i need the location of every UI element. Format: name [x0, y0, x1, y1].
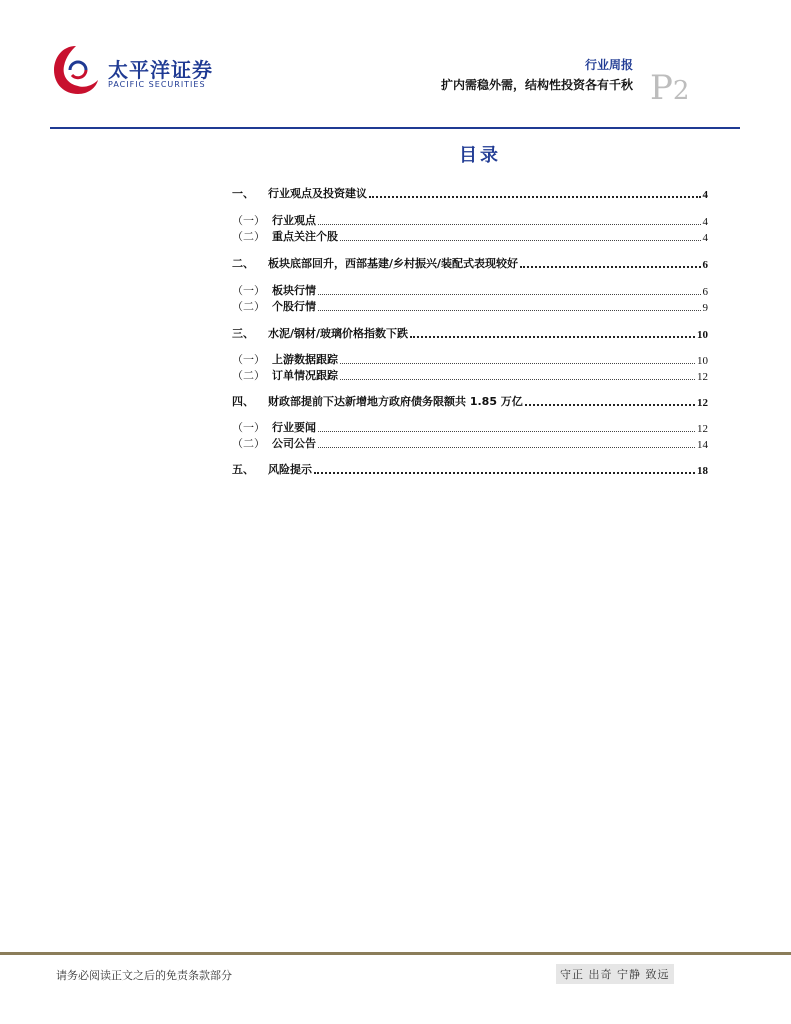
- toc-entry-number: （二）: [232, 300, 265, 313]
- toc-entry-page: 12: [697, 371, 708, 383]
- toc-entry-number: （二）: [232, 437, 265, 450]
- toc-leader-dots: [369, 196, 701, 198]
- toc-entry-label: 上游数据跟踪: [272, 353, 338, 366]
- toc-leader-dots: [410, 336, 695, 338]
- toc-entry-page: 14: [697, 439, 708, 451]
- toc-entry[interactable]: [232, 228, 708, 244]
- toc-entry-label: 个股行情: [272, 300, 316, 313]
- brand-name-en: PACIFIC SECURITIES: [108, 80, 206, 89]
- toc-entry[interactable]: [232, 325, 708, 341]
- report-type: 行业周报: [584, 58, 633, 72]
- toc-leader-dots: [525, 404, 695, 406]
- toc-entry[interactable]: [232, 419, 708, 435]
- toc-leader-dots: [318, 294, 701, 295]
- footer-motto: 守正 出奇 宁静 致远: [556, 964, 674, 984]
- toc-entry-label: 板块底部回升，西部基建/乡村振兴/装配式表现较好: [268, 257, 519, 270]
- toc-entry-number: 五、: [232, 463, 254, 476]
- toc-entry-label: 重点关注个股: [272, 230, 338, 243]
- toc-entry-number: （一）: [232, 353, 265, 366]
- toc-leader-dots: [318, 224, 701, 225]
- toc-leader-dots: [340, 363, 695, 364]
- toc-entry-number: 三、: [232, 327, 254, 340]
- toc-entry-label: 公司公告: [272, 437, 316, 450]
- toc-entry-page: 6: [702, 286, 708, 298]
- toc-entry-page: 10: [697, 355, 708, 367]
- toc-entry[interactable]: [232, 255, 708, 271]
- toc-entry-page: 4: [702, 232, 708, 244]
- toc-entry-label: 风险提示: [268, 463, 312, 476]
- toc-entry-number: 四、: [232, 395, 254, 408]
- header-divider: [50, 127, 740, 129]
- toc-leader-dots: [314, 472, 695, 474]
- toc-entry-label: 财政部提前下达新增地方政府债务限额共 1.85 万亿: [268, 395, 523, 408]
- toc-entry-number: （一）: [232, 421, 265, 434]
- toc-entry-label: 板块行情: [272, 284, 316, 297]
- toc-entry-label: 行业要闻: [272, 421, 316, 434]
- toc-entry-page: 6: [702, 259, 708, 271]
- toc-entry-page: 4: [702, 189, 708, 201]
- toc-leader-dots: [520, 266, 700, 268]
- report-title: 扩内需稳外需，结构性投资各有千秋: [440, 78, 633, 92]
- toc-entry[interactable]: [232, 461, 708, 477]
- toc-entry-page: 10: [697, 329, 708, 341]
- toc-entry[interactable]: [232, 393, 708, 409]
- toc-entry[interactable]: [232, 435, 708, 451]
- footer-disclaimer: 请务必阅读正文之后的免责条款部分: [56, 969, 232, 982]
- toc-leader-dots: [318, 431, 695, 432]
- toc-entry-page: 4: [702, 216, 708, 228]
- toc-leader-dots: [340, 379, 695, 380]
- pacific-logo-icon: [50, 42, 102, 98]
- toc-entry-number: 二、: [232, 257, 254, 270]
- toc-entry[interactable]: [232, 351, 708, 367]
- company-logo: [50, 42, 220, 98]
- toc-entry[interactable]: [232, 367, 708, 383]
- toc-entry-label: 订单情况跟踪: [272, 369, 338, 382]
- toc-leader-dots: [318, 447, 695, 448]
- toc-entry-number: （一）: [232, 284, 265, 297]
- brand-name-cn: 太平洋证券: [108, 58, 213, 82]
- toc-entry-label: 行业观点: [272, 214, 316, 227]
- toc-leader-dots: [318, 310, 701, 311]
- toc-entry-label: 水泥/钢材/玻璃价格指数下跌: [268, 327, 409, 340]
- toc-entry-number: （二）: [232, 369, 265, 382]
- toc-entry-number: （一）: [232, 214, 265, 227]
- toc-entry-page: 9: [702, 302, 708, 314]
- page-mark-letter: P: [650, 68, 673, 108]
- page-number-mark: [650, 68, 689, 108]
- toc-entry[interactable]: [232, 185, 708, 201]
- toc-entry[interactable]: [232, 282, 708, 298]
- toc-entry[interactable]: [232, 298, 708, 314]
- toc-entry-label: 行业观点及投资建议: [268, 187, 367, 200]
- toc-entry-number: （二）: [232, 230, 265, 243]
- footer-divider: [0, 952, 791, 955]
- toc-entry[interactable]: [232, 212, 708, 228]
- toc-entry-number: 一、: [232, 187, 254, 200]
- page-mark-number: 2: [672, 76, 690, 106]
- toc-title: 目录: [459, 145, 501, 166]
- toc-entry-page: 12: [697, 397, 708, 409]
- toc-leader-dots: [340, 240, 701, 241]
- toc-entry-page: 12: [697, 423, 708, 435]
- toc-entry-page: 18: [697, 465, 708, 477]
